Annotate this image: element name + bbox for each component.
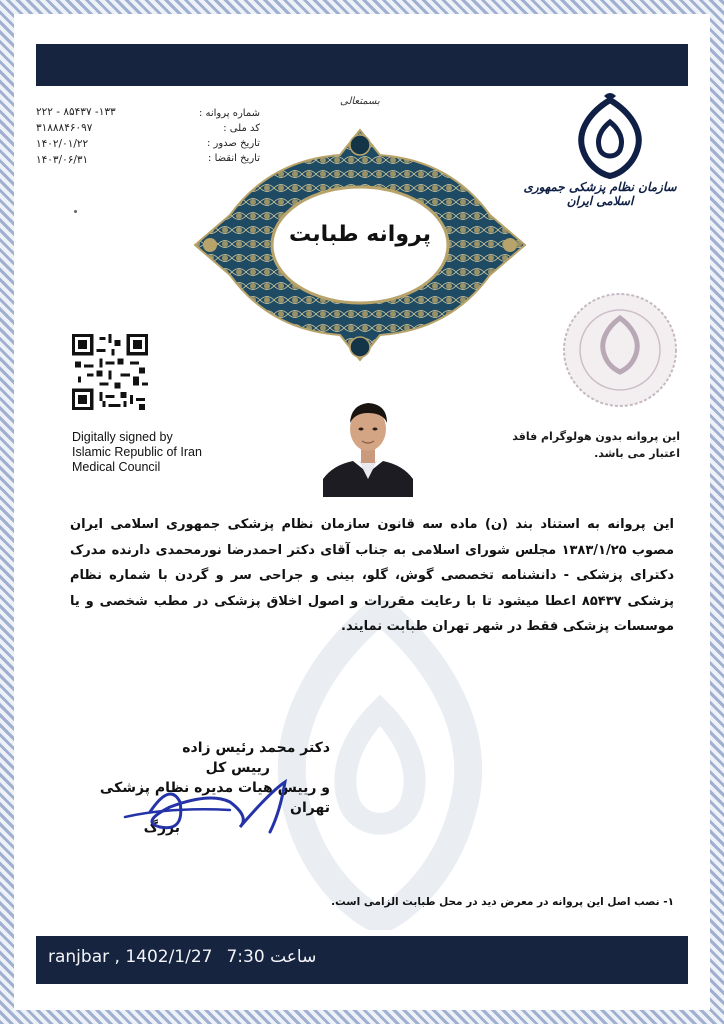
hologram-seal-icon [560, 290, 680, 410]
besmellah-text: بسمتعالی [340, 96, 380, 107]
license-body-paragraph: این پروانه به استناد بند (ن) ماده سه قانون سازمان نظام پزشکی جمهوری اسلامی ایران مصوب ۱۳۸۳/۱/۲۵ مجلس شورای اسلامی به جناب آقای دکتر احمدرضا نورمحمدی دارنده مدرک دکترای پزشکی - دانشنامه تخصصی گوش، گلو، بینی و جراحی سر و گردن با شماره نظام پزشکی ۸۵۴۳۷ اعطا میشود تا با رعایت مقررات و اصول اخلاق پزشکی در مطب شخصی و یا موسسات پزشکی فقط در شهر تهران طبابت نمایند. [70, 517, 674, 634]
footer-time: 7:30 ساعت [226, 947, 317, 967]
organization-name: سازمان نظام پزشکی جمهوری اسلامی ایران [523, 180, 677, 208]
national-code-value: ۳۱۸۸۸۴۶۰۹۷ [36, 122, 93, 134]
handwritten-signature [110, 772, 310, 842]
hologram-note-line1: این پروانه بدون هولوگرام فاقد [512, 430, 680, 443]
expiry-date-label: تاریخ انقضا : [208, 153, 260, 164]
issue-date-value: ۱۴۰۲/۰۱/۲۲ [36, 138, 89, 150]
license-number-label: شماره پروانه : [198, 108, 260, 119]
digital-signature-line3: Medical Council [72, 460, 161, 474]
footer-stamp [48, 947, 316, 967]
issue-date-label: تاریخ صدور : [206, 138, 260, 149]
signatory-title: رییس کل [205, 760, 270, 776]
top-banner-bar [36, 44, 688, 86]
document-title: پروانه طبابت [289, 222, 431, 247]
national-code-label: کد ملی : [223, 123, 260, 134]
stray-dot [74, 210, 77, 213]
signatory-name: دکتر محمد رئیس زاده [182, 740, 330, 756]
irimc-logo-icon [560, 92, 660, 182]
qr-code-icon [72, 334, 148, 410]
footer-user-date: ranjbar , 1402/1/27 [48, 947, 213, 967]
signatory-role: و رییس هیات مدیره نظام پزشکی تهران [99, 780, 330, 816]
expiry-date-value: ۱۴۰۳/۰۶/۳۱ [36, 154, 89, 166]
digital-signature-line2: Islamic Republic of Iran [72, 445, 202, 459]
hologram-note [510, 428, 680, 462]
digital-signature-text [72, 430, 242, 475]
digital-signature-line1: Digitally signed by [72, 430, 173, 444]
doctor-photo [323, 387, 413, 497]
license-field-values [36, 104, 176, 168]
signatory-suffix: بزرگ [143, 820, 180, 836]
display-requirement-note: ۱- نصب اصل این پروانه در معرض دید در محل طبابت الزامی است. [331, 896, 674, 908]
hologram-note-line2: اعتبار می باشد. [594, 447, 680, 460]
license-number-value: ۲۲۲ - ۸۵۴۳۷ -۱۳۳ [36, 106, 116, 118]
